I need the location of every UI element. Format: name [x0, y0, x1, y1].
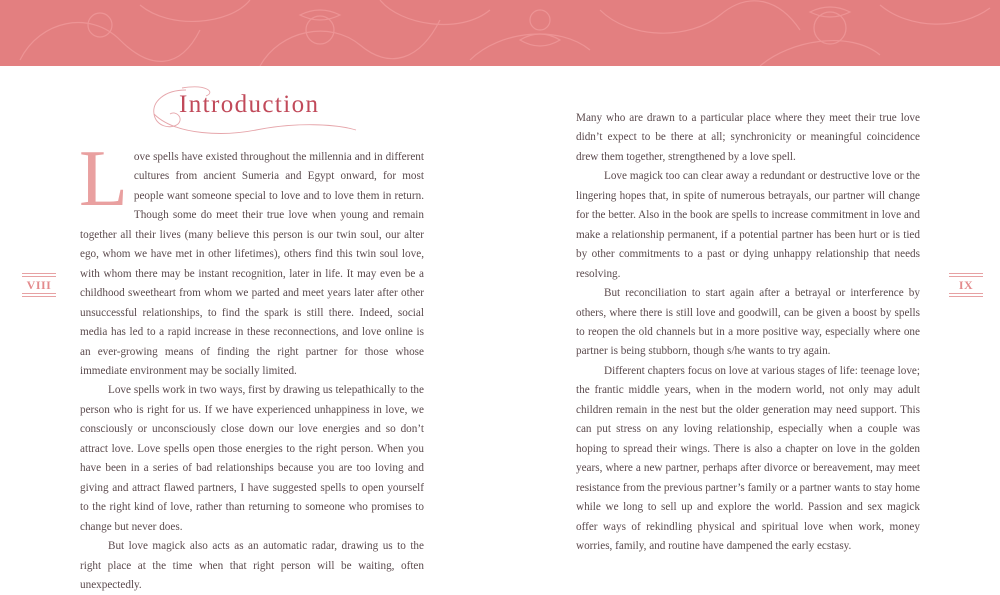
paragraph-3: But love magick also acts as an automatic radar, drawing us to the right place at the time when that right person will be waiting, often unexpectedly.	[80, 540, 424, 591]
paragraph-2: Love spells work in two ways, first by drawing us telepathically to the person who is right for us. If we have experienced unhappiness in love, we consciously or unconsciously close down our love energies and so don’t attract love. Love spells open those energies to the right person. When you have been in a series of bad relationships because you are too loving and giving and attract flawed partners, I have suggested spells to open yourself to the right kind of love, rather than returning to someone who promises to change but never does.	[80, 384, 424, 533]
page-title: Introduction	[179, 91, 320, 118]
right-page-text	[576, 109, 920, 556]
paragraph-7: Different chapters focus on love at various stages of life: teenage love; the frantic middle years, when in the modern world, not only may adult children remain in the nest but the older generation may need support. This can put stress on any loving relationship, especially when a couple was hoping to spread their wings. There is also a chapter on love in the golden years, where a new partner, perhaps after divorce or bereavement, may meet resistance from the previous partner’s family or a partner wants to stay home while we long to sell up and explore the world. Passion and sex magick offer ways of rekindling physical and spiritual love when work, money worries, family, and routine have dampened the early ecstasy.	[576, 364, 921, 552]
page-number-right: IX	[949, 272, 983, 298]
paragraph-4: Many who are drawn to a particular place where they meet their true love didn’t expect to be there at all; synchronicity or meaningful coincidence drew them together, strengthened by a love spell.	[576, 112, 920, 163]
page-number-left: VIII	[22, 272, 56, 298]
paragraph-5: Love magick too can clear away a redundant or destructive love or the lingering hopes that, in spite of numerous betrayals, our partner will change for the better. Also in the book are spells to increase commitment in love and make a relationship permanent, if a potential partner has been hurt or is tied by other commitments to a past or dying unhappy relationship that needs resolving.	[576, 170, 920, 280]
chapter-heading	[146, 84, 386, 142]
left-page-text	[79, 135, 424, 595]
paragraph-6: But reconciliation to start again after a betrayal or interference by others, where there is still love and goodwill, can be given a boost by spells to reopen the old channels but in a more positive way, especially where one partner is being stubborn, though s/he wants to try again.	[576, 287, 920, 358]
damask-pattern	[0, 0, 1000, 66]
drop-cap: L	[79, 135, 128, 223]
header-banner	[0, 0, 1000, 66]
paragraph-1: Love spells have existed throughout the millennia and in different cultures from ancient Sumeria and Egypt onward, for most people want someone special to love and to love them in return. Though some do meet their true love when young and remain together all their lives (many believe this person is our twin soul, our alter ego, whom we have met in other lifetimes), others find this twin soul love, with whom there may be instant recognition, later in life. It may even be a childhood sweetheart from whom we parted and meet years later after other unsuccessful relationships, to find the spark is still there. Indeed, social media has led to a rapid increase in these reconnections, and love online is an ever-growing means of finding the right partner for those whose immediate environment may be socially limited.	[79, 135, 424, 377]
